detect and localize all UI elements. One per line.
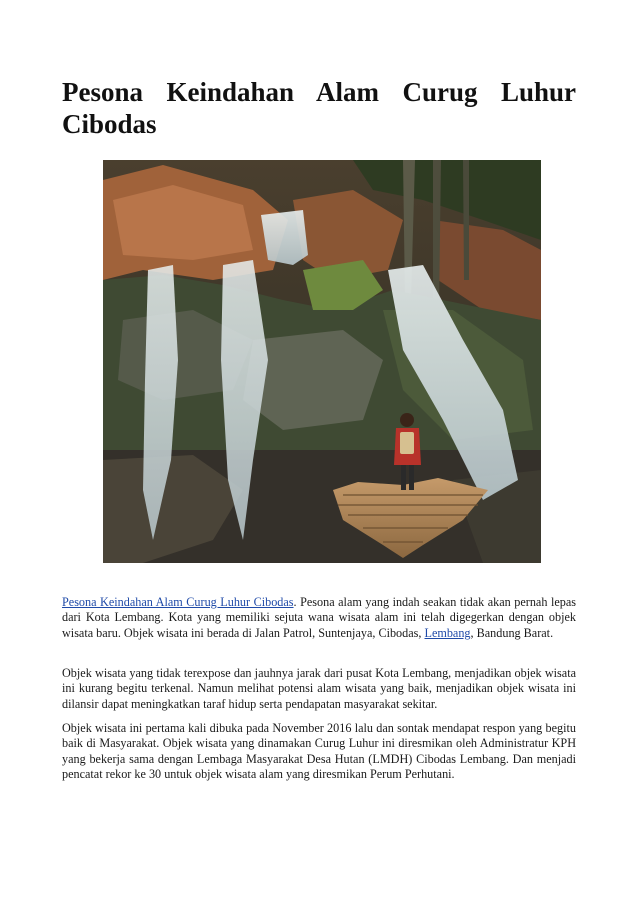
paragraph-intro-text-a: . Pesona alam yang indah seakan tidak akan pernah lepas dari Kota Lembang. Kota yang memiliki sejuta wana wisata alam ini telah digegerkan dengan objek wisata baru. Objek wisata ini berada di Jalan Patrol, Suntenjaya, Cibodas, <box>62 595 576 640</box>
title-line-2: Cibodas <box>62 109 157 139</box>
lembang-link[interactable]: Lembang <box>424 625 471 640</box>
waterfall-photo <box>103 160 541 563</box>
title-line-1: Pesona Keindahan Alam Curug Luhur <box>62 77 576 107</box>
paragraph-intro <box>62 595 576 641</box>
paragraph-history: Objek wisata ini pertama kali dibuka pada November 2016 lalu dan sontak mendapat respon yang begitu baik di Masyarakat. Objek wisata yang dinamakan Curug Luhur ini diresmikan oleh Administratur KPH yang bekerja sama dengan Lembaga Masyarakat Desa Hutan (LMDH) Cibodas Lembang. Dan menjadi pencatat rekor ke 30 untuk objek wisata alam yang diresmikan Perum Perhutani. <box>62 721 576 782</box>
page-title <box>62 76 576 140</box>
paragraph-location: Objek wisata yang tidak terexpose dan jauhnya jarak dari pusat Kota Lembang, menjadikan objek wisata ini kurang begitu terkenal. Namun melihat potensi alam wisata yang baik, menjadikan objek wisata ini dilansir dapat meningkatkan taraf hidup serta pendapatan masyarakat sekitar. <box>62 666 576 711</box>
paragraph-intro-text-b: , Bandung Barat. <box>470 625 554 640</box>
article-title-link[interactable]: Pesona Keindahan Alam Curug Luhur Cibodas <box>62 595 294 609</box>
